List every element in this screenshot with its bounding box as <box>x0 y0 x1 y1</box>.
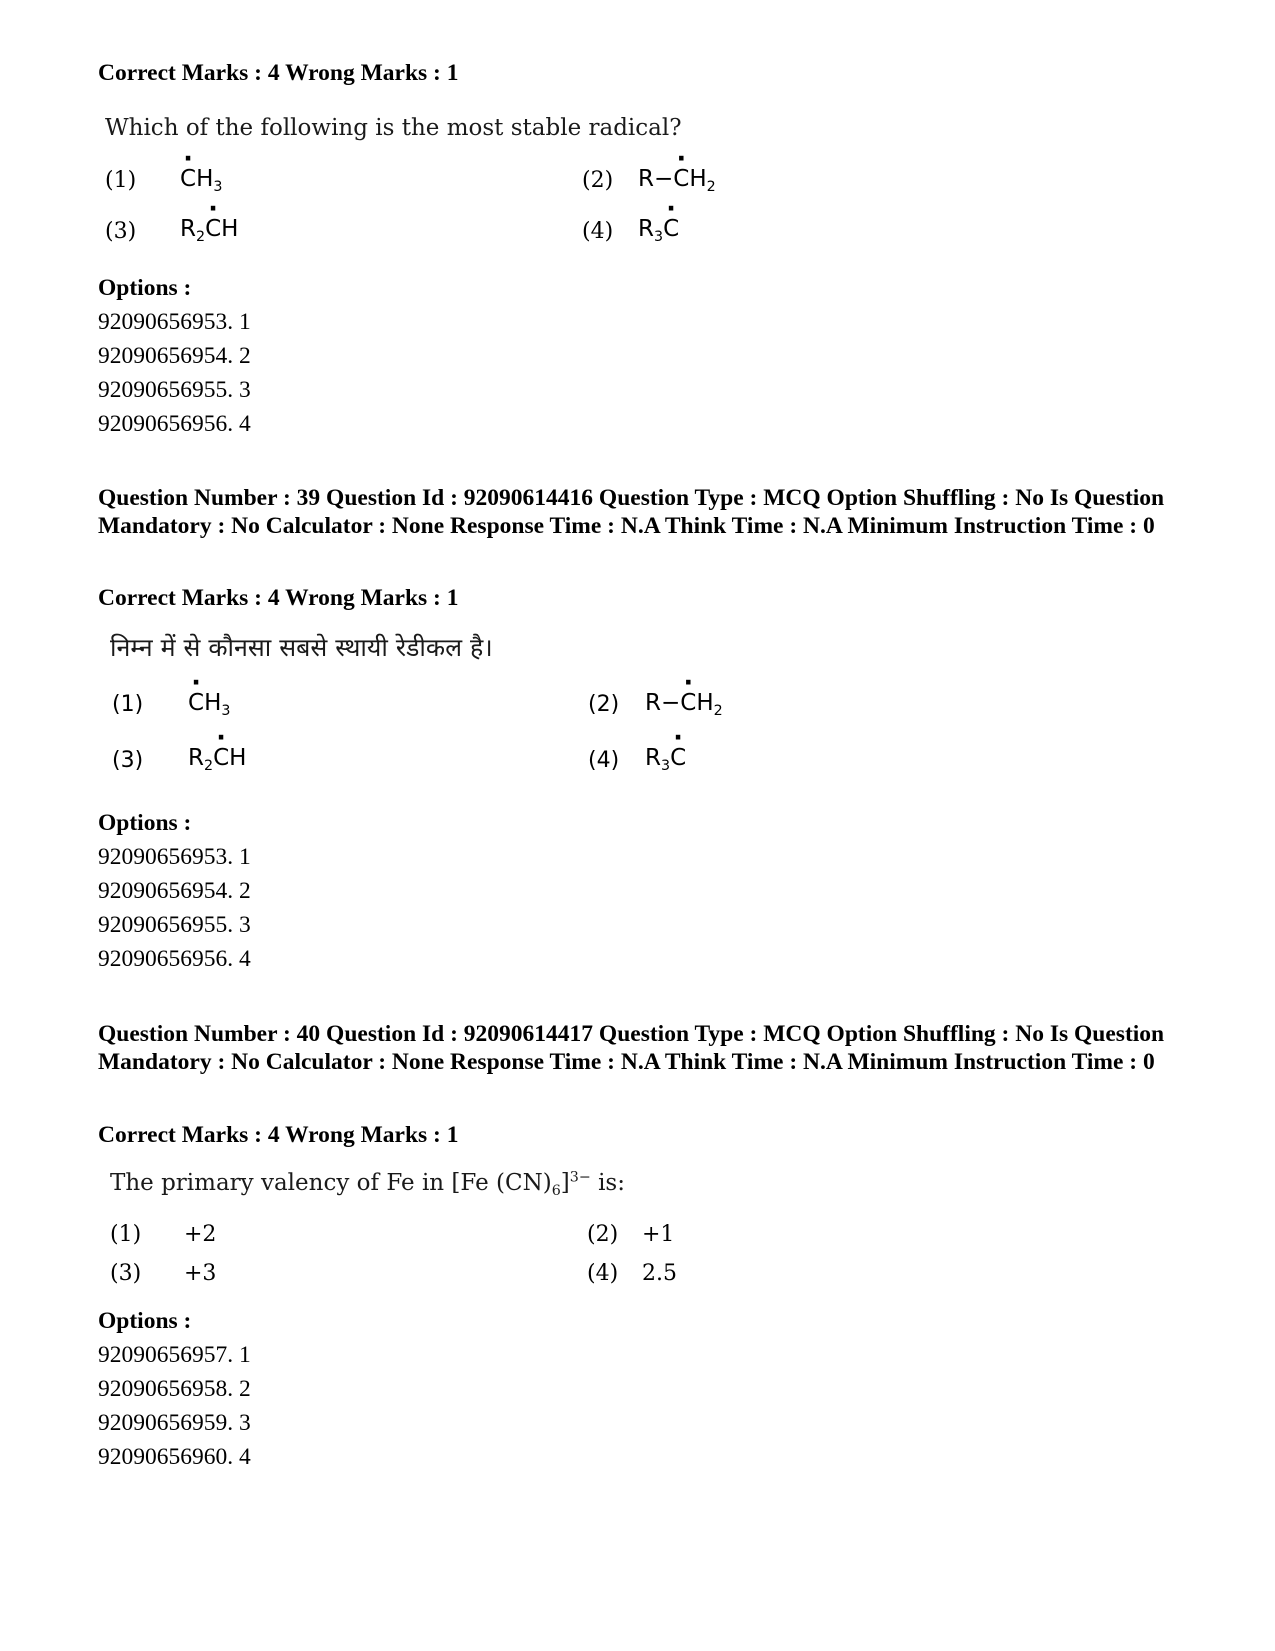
q40-choice-4-value: 2.5 <box>642 1261 677 1286</box>
q40-choice-2-number: (2) <box>587 1222 619 1247</box>
q39-option-4: 92090656956. 4 <box>98 946 251 972</box>
q38-option-4: 92090656956. 4 <box>98 411 251 437</box>
q39-choice-4-number: (4) <box>588 748 620 773</box>
q40-choice-4-number: (4) <box>587 1261 619 1286</box>
q39-choice-1-number: (1) <box>112 692 144 717</box>
q39-option-2: 92090656954. 2 <box>98 878 251 904</box>
q40-choice-1-value: +2 <box>184 1222 217 1247</box>
q39-option-3: 92090656955. 3 <box>98 912 251 938</box>
q38-marks: Correct Marks : 4 Wrong Marks : 1 <box>98 60 459 86</box>
q39-choice-3-number: (3) <box>112 748 144 773</box>
q40-choice-3-number: (3) <box>110 1261 142 1286</box>
q38-choice-3-number: (3) <box>105 219 137 244</box>
q38-choice-3-formula: $R_2\cdot$ CH <box>180 216 238 242</box>
q40-header: Question Number : 40 Question Id : 92090614417 Question Type : MCQ Option Shuffling : No Is Question Mandatory : No Calculator : None Response Time : N.A Think Time : N.A Minimum Instruction Time : 0 <box>98 1021 1165 1075</box>
q39-choice-3-formula: $R_2\cdot$ CH <box>188 745 246 771</box>
q38-choice-2-formula: $R-\cdot CH_2$ <box>638 166 716 192</box>
q38-question-text: Which of the following is the most stable radical? <box>105 115 682 141</box>
q38-option-1: 92090656953. 1 <box>98 309 251 335</box>
q39-marks: Correct Marks : 4 Wrong Marks : 1 <box>98 585 459 611</box>
q38-option-2: 92090656954. 2 <box>98 343 251 369</box>
q38-choice-1-formula: · $CH_3$ <box>180 166 222 192</box>
q38-option-3: 92090656955. 3 <box>98 377 251 403</box>
q39-choice-2-number: (2) <box>588 692 620 717</box>
q38-options-label: Options : <box>98 275 192 301</box>
q39-choice-2-formula: $R-\cdot CH_2$ <box>645 690 723 716</box>
q39-choice-4-formula: $R_3\cdot C$ <box>645 745 686 771</box>
q40-choice-2-value: +1 <box>642 1222 675 1247</box>
q38-choice-2-number: (2) <box>582 168 614 193</box>
q40-option-3: 92090656959. 3 <box>98 1410 251 1436</box>
q39-question-text: निम्न में से कौनसा सबसे स्थायी रेडीकल है। <box>110 633 493 662</box>
q40-marks: Correct Marks : 4 Wrong Marks : 1 <box>98 1122 459 1148</box>
q38-choice-4-number: (4) <box>582 219 614 244</box>
q40-question-text: The primary valency of Fe in [Fe $(CN)_6]^{3-}$ is: <box>110 1169 625 1199</box>
q40-options-label: Options : <box>98 1308 192 1334</box>
q39-option-1: 92090656953. 1 <box>98 844 251 870</box>
q40-option-4: 92090656960. 4 <box>98 1444 251 1470</box>
q39-header: Question Number : 39 Question Id : 92090614416 Question Type : MCQ Option Shuffling : No Is Question Mandatory : No Calculator : None Response Time : N.A Think Time : N.A Minimum Instruction Time : 0 <box>98 485 1165 539</box>
q40-option-2: 92090656958. 2 <box>98 1376 251 1402</box>
q39-options-list <box>98 840 1218 976</box>
q40-option-1: 92090656957. 1 <box>98 1342 251 1368</box>
q38-choice-1-number: (1) <box>105 168 137 193</box>
q38-choice-4-formula: $R_3\cdot C$ <box>638 216 679 242</box>
q40-choice-3-value: +3 <box>184 1261 217 1286</box>
q39-options-label: Options : <box>98 810 192 836</box>
q38-options-list <box>98 305 1218 441</box>
q39-choice-1-formula: · $CH_3$ <box>188 690 230 716</box>
q40-options-list <box>98 1338 1218 1474</box>
q40-choice-1-number: (1) <box>110 1222 142 1247</box>
